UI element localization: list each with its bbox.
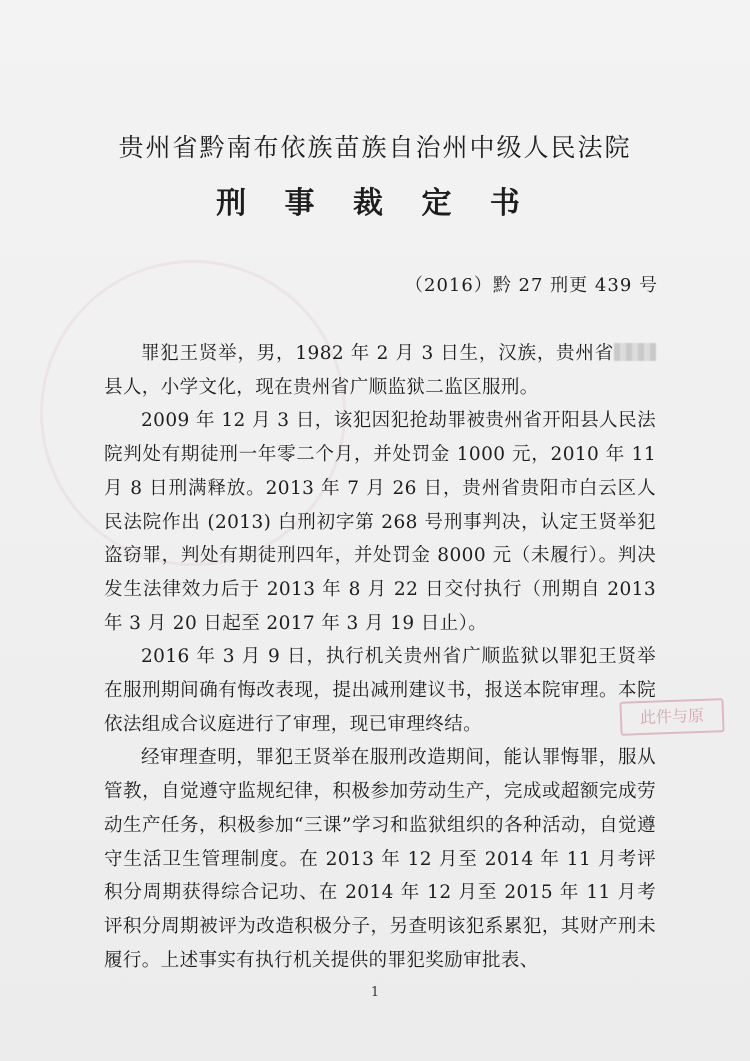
defendant-info-paragraph: 罪犯王贤举，男，1982 年 2 月 3 日生，汉族，贵州省县人，小学文化，现在贵州省广顺监狱二监区服刑。 <box>104 337 656 404</box>
redacted-county-name <box>614 343 656 361</box>
findings-paragraph: 经审理查明，罪犯王贤举在服刑改造期间，能认罪悔罪，服从管教，自觉遵守监规纪律，积极参加劳动生产，完成或超额完成劳动生产任务，积极参加“三课”学习和监狱组织的各种活动，自觉遵守生活卫生管理制度。在 2013 年 12 月至 2014 年 11 月考评积分周期获得综合记功、在 2014 年 12 月至 2015 年 11 月考评积分周期被评为改造积极分子，另查明该犯系累犯，其财产刑未履行。上述事实有执行机关提供的罪犯奖励审批表、 <box>104 747 656 971</box>
page-number: 1 <box>370 985 380 1000</box>
copy-certification-stamp: 此件与原 <box>619 698 724 736</box>
document-body <box>104 337 656 977</box>
commutation-proposal-paragraph: 2016 年 3 月 9 日，执行机关贵州省广顺监狱以罪犯王贤举在服刑期间确有悔改表现，提出减刑建议书，报送本院审理。本院依法组成合议庭进行了审理，现已审理终结。 <box>104 646 656 735</box>
criminal-history-paragraph: 2009 年 12 月 3 日，该犯因犯抢劫罪被贵州省开阳县人民法院判处有期徒刑一年零二个月，并处罚金 1000 元，2010 年 11 月 8 日刑满释放。2013 年 7 月 26 日，贵州省贵阳市白云区人民法院作出 (2013) 白刑初字第 268 号刑事判决，认定王贤举犯盗窃罪，判处有期徒刑四年，并处罚金 8000 元（未履行）。判决发生法律效力后于 2013 年 8 月 22 日交付执行（刑期自 2013 年 3 月 20 日起至 2017 年 3 月 19 日止）。 <box>104 410 656 634</box>
court-name: 贵州省黔南布依族苗族自治州中级人民法院 <box>118 133 632 162</box>
document-type-title: 刑 事 裁 定 书 <box>216 186 534 221</box>
case-number: （2016）黔 27 刑更 439 号 <box>405 275 658 296</box>
